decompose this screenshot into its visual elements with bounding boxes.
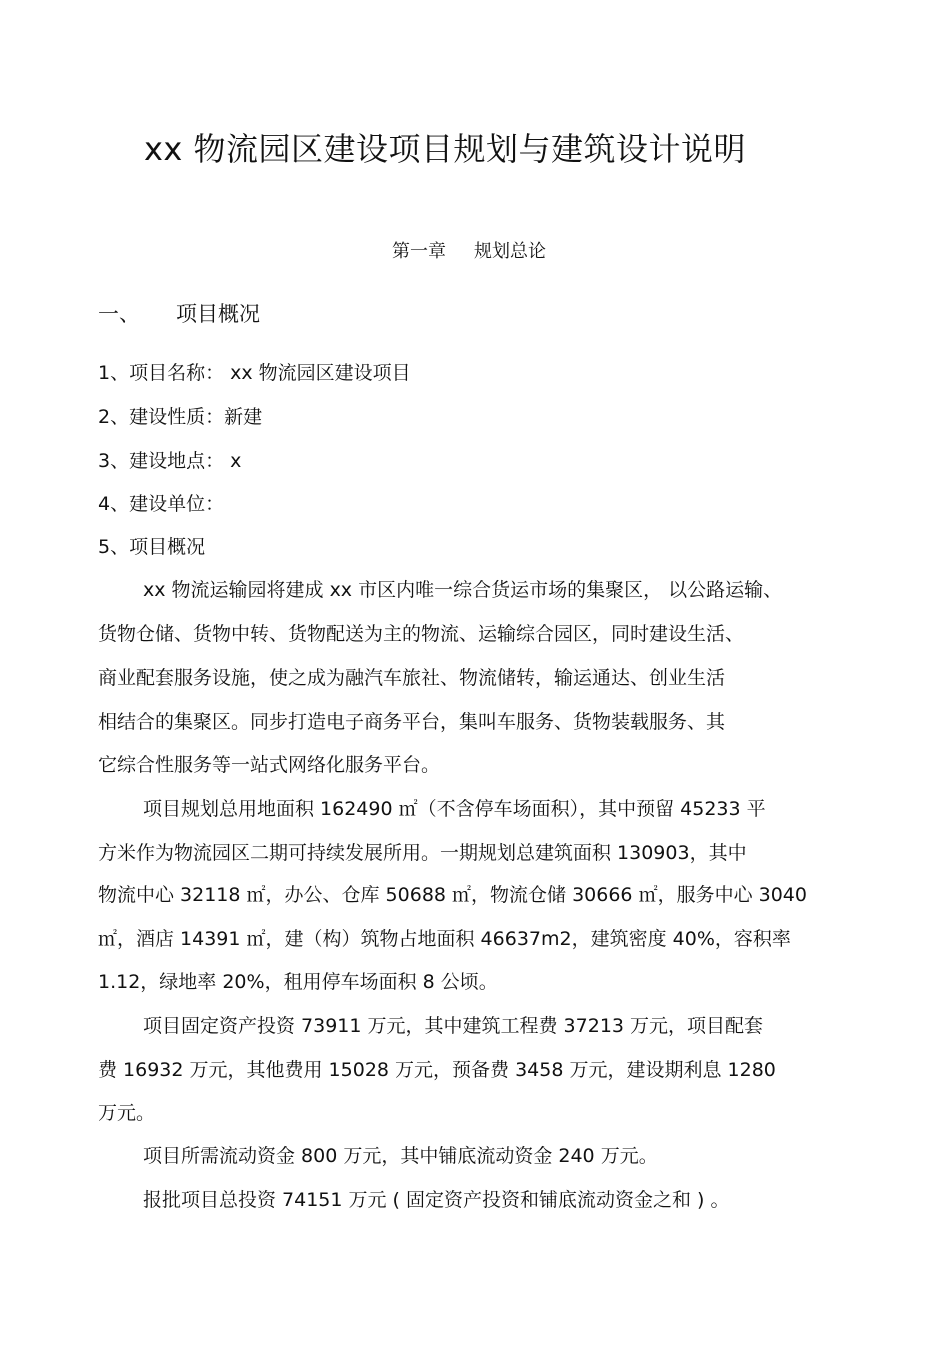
list-item: 3、建设地点： x bbox=[98, 450, 242, 472]
chapter-heading bbox=[0, 237, 938, 263]
list-item: 2、建设性质：新建 bbox=[98, 406, 263, 428]
section-name: 项目概况 bbox=[176, 302, 260, 326]
paragraph-line: 物流中心 32118 ㎡，办公、仓库 50688 ㎡，物流仓储 30666 ㎡，服务中心 3040 bbox=[98, 884, 807, 906]
paragraph-line: 项目规划总用地面积 162490 ㎡（不含停车场面积），其中预留 45233 平 bbox=[143, 798, 766, 820]
paragraph-line: ㎡，酒店 14391 ㎡，建（构）筑物占地面积 46637m2，建筑密度 40%，容积率 bbox=[98, 928, 791, 950]
list-item: 1、项目名称： xx 物流园区建设项目 bbox=[98, 362, 411, 384]
chapter-number: 第一章 bbox=[392, 241, 446, 262]
section-heading bbox=[98, 298, 260, 328]
list-item: 5、项目概况 bbox=[98, 536, 206, 558]
paragraph-line: 货物仓储、货物中转、货物配送为主的物流、运输综合园区，同时建设生活、 bbox=[98, 623, 745, 645]
paragraph-line: 相结合的集聚区。同步打造电子商务平台，集叫车服务、货物装载服务、其 bbox=[98, 711, 726, 733]
document-title: xx 物流园区建设项目规划与建筑设计说明 bbox=[143, 130, 747, 168]
paragraph-line: xx 物流运输园将建成 xx 市区内唯一综合货运市场的集聚区， 以公路运输、 bbox=[143, 579, 783, 601]
paragraph-line: 它综合性服务等一站式网络化服务平台。 bbox=[98, 754, 441, 776]
paragraph-line: 项目所需流动资金 800 万元，其中铺底流动资金 240 万元。 bbox=[143, 1145, 658, 1167]
paragraph-line: 费 16932 万元，其他费用 15028 万元，预备费 3458 万元，建设期利息 1280 bbox=[98, 1059, 776, 1081]
list-item: 4、建设单位： bbox=[98, 493, 225, 515]
chapter-name: 规划总论 bbox=[474, 241, 546, 262]
paragraph-line: 万元。 bbox=[98, 1102, 156, 1124]
paragraph-line: 1.12，绿地率 20%，租用停车场面积 8 公顷。 bbox=[98, 971, 498, 993]
paragraph-line: 方米作为物流园区二期可持续发展所用。一期规划总建筑面积 130903，其中 bbox=[98, 842, 747, 864]
paragraph-line: 报批项目总投资 74151 万元 ( 固定资产投资和铺底流动资金之和 ) 。 bbox=[143, 1189, 730, 1211]
paragraph-line: 商业配套服务设施，使之成为融汽车旅社、物流储转，输运通达、创业生活 bbox=[98, 667, 726, 689]
paragraph-line: 项目固定资产投资 73911 万元，其中建筑工程费 37213 万元，项目配套 bbox=[143, 1015, 764, 1037]
section-number: 一、 bbox=[98, 302, 140, 326]
